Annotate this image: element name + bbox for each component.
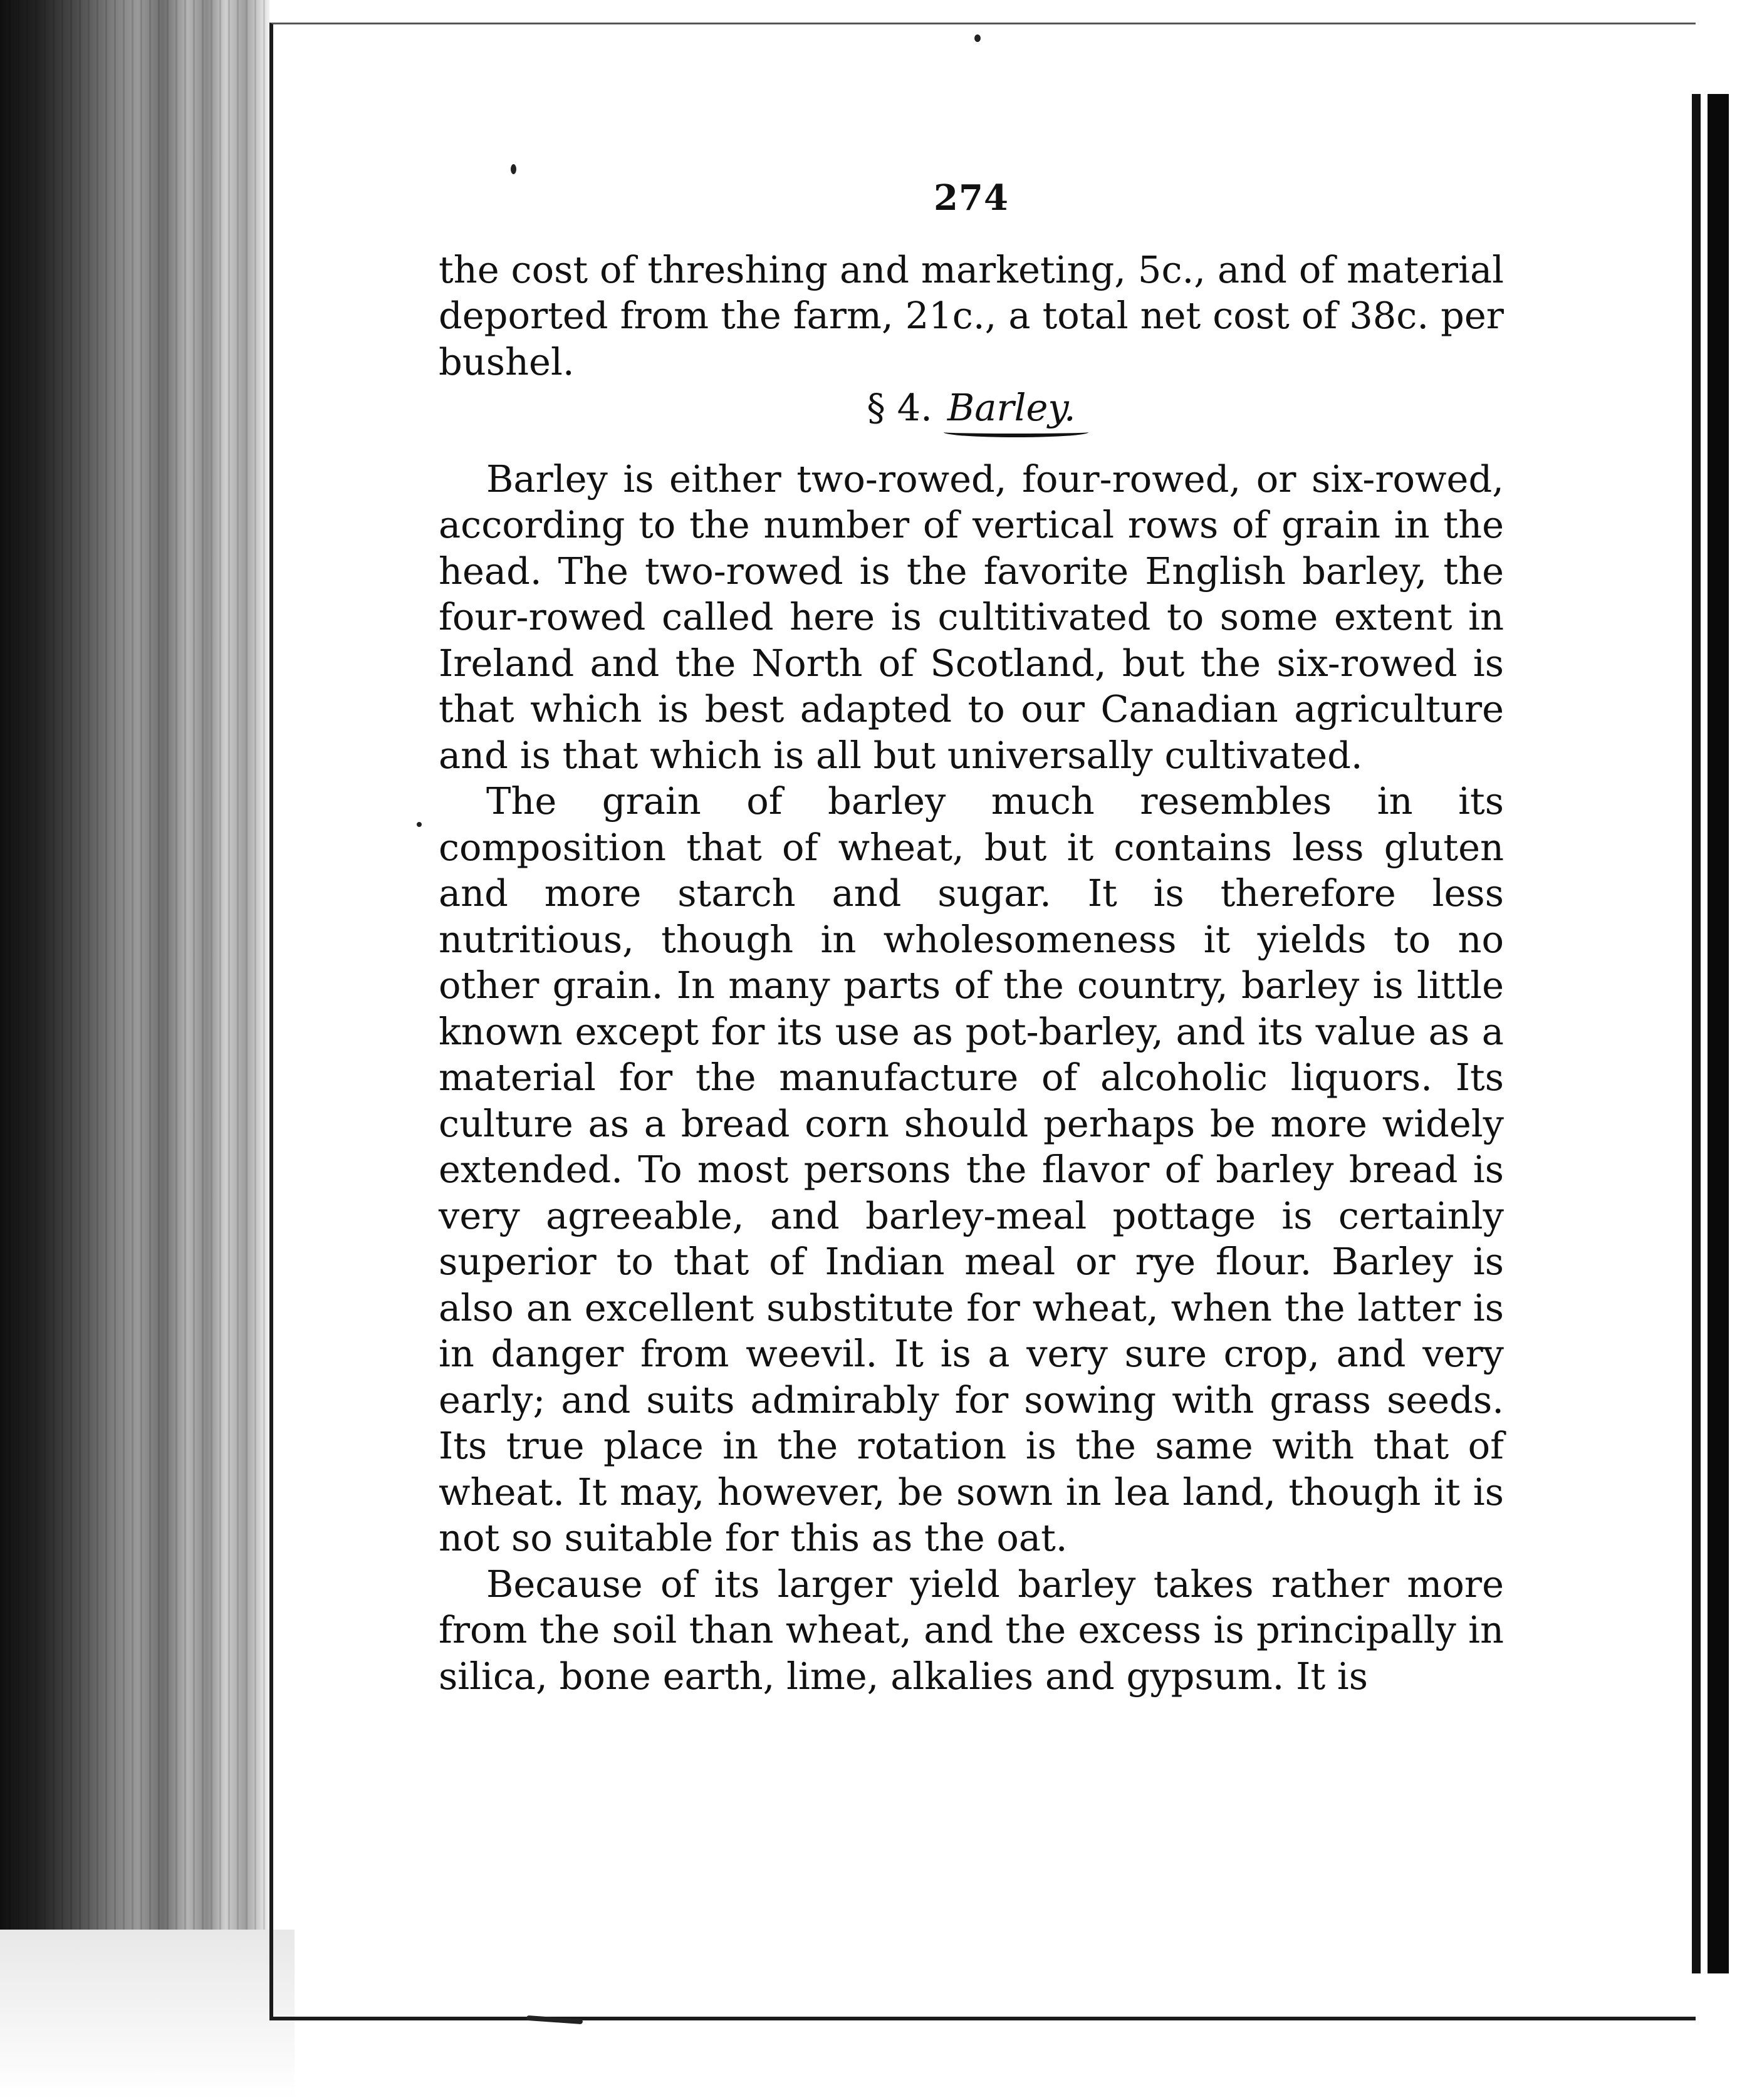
right-binding-shadow xyxy=(1708,94,1729,1973)
section-symbol: § 4. xyxy=(867,386,932,429)
page-text xyxy=(439,175,1504,1699)
section-heading xyxy=(439,385,1504,431)
page-edge-lines xyxy=(0,0,269,2100)
page-number: 274 xyxy=(934,177,1009,219)
body-paragraph: Barley is either two-rowed, four-rowed, or six-rowed, according to the number of vertical rows of grain in the head. The two-rowed is the favorite English barley, the four-rowed called here is cultitivated to some extent in Ireland and the North of Scotland, but the six-rowed is that which is best adapted to our Canadian agriculture and is that which is all but universally cultivated. xyxy=(439,457,1504,777)
right-page-edge xyxy=(1692,94,1701,1973)
body-paragraph: Because of its larger yield barley takes rather more from the soil than wheat, and the excess is principally in silica, bone earth, lime, alkalies and gypsum. It is xyxy=(439,1562,1504,1698)
page-stack-bottom xyxy=(0,1930,295,2100)
scan-speck xyxy=(511,164,516,174)
intro-paragraph: the cost of threshing and marketing, 5c., and of material deported from the farm, 21c., a total net cost of 38c. per bushel. xyxy=(439,247,1504,383)
section-title: Barley. xyxy=(947,385,1076,431)
body-paragraph: The grain of barley much resembles in its composition that of wheat, but it contains less gluten and more starch and sugar. It is therefore less nutritious, though in wholesomeness it yields to no other grain. In many parts of the country, barley is little known except for its use as pot-barley, and its value as a material for the manufacture of alcoholic liquors. Its culture as a bread corn should perhaps be more widely extended. To most persons the flavor of barley bread is very agreeable, and barley-meal pottage is certainly superior to that of Indian meal or rye flour. Barley is also an excellent substitute for wheat, when the latter is in danger from weevil. It is a very sure crop, and very early; and suits admirably for sowing with grass seeds. Its true place in the rotation is the same with that of wheat. It may, however, be sown in lea land, though it is not so suitable for this as the oat. xyxy=(439,779,1504,1559)
scan-speck xyxy=(974,34,981,42)
scan-speck xyxy=(417,822,422,827)
